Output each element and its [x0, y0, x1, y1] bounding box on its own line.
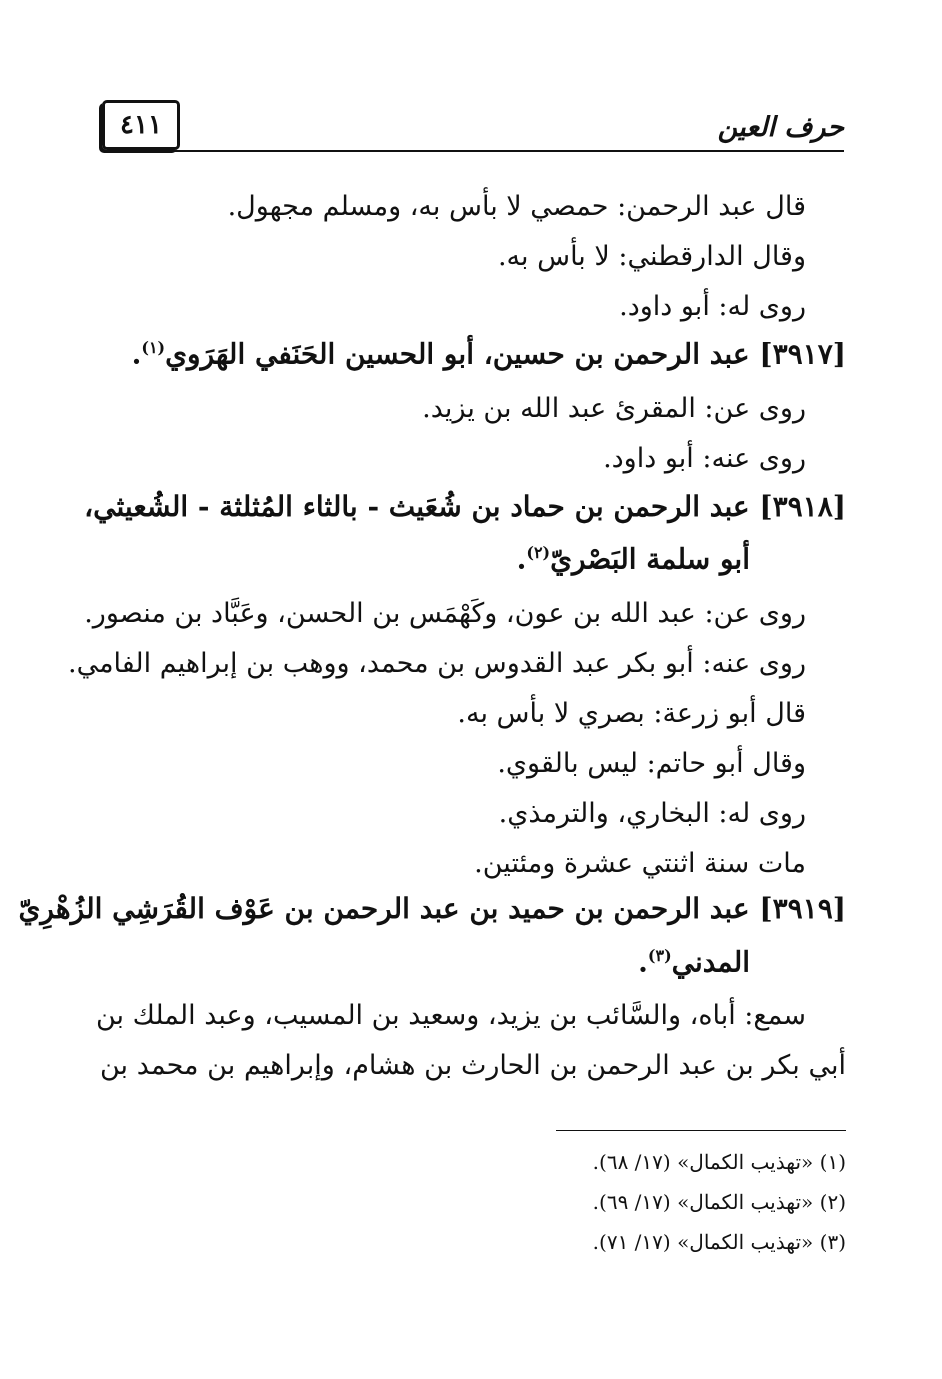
entry-heading-period: . — [638, 945, 648, 979]
body-line: مات سنة اثنتي عشرة ومئتين. — [474, 848, 806, 879]
page-number: ٤١١ — [120, 110, 162, 140]
entry-heading-text: المدني — [671, 945, 750, 979]
body-line: روى عنه: أبو داود. — [603, 443, 806, 474]
page-number-box — [102, 100, 180, 150]
running-header-title: حرف العين — [717, 112, 844, 143]
footnote-rule — [556, 1130, 846, 1131]
entry-heading-3917 — [131, 337, 846, 371]
body-line: وقال الدارقطني: لا بأس به. — [497, 241, 806, 272]
body-line: سمع: أباه، والسَّائب بن يزيد، وسعيد بن المسيب، وعبد الملك بن — [95, 1000, 806, 1031]
footnote-ref: (١) — [141, 338, 166, 357]
entry-heading-period: . — [516, 542, 527, 576]
body-line: روى له: أبو داود. — [619, 291, 806, 322]
footnote: (١) «تهذيب الكمال» (١٧/ ٦٨). — [592, 1150, 846, 1174]
body-line: روى عنه: أبو بكر عبد القدوس بن محمد، ووهب بن إبراهيم الفامي. — [67, 648, 806, 679]
entry-heading-text: [٣٩١٧] عبد الرحمن بن حسين، أبو الحسين الحَنَفي الهَرَوي — [165, 337, 846, 371]
body-line: قال عبد الرحمن: حمصي لا بأس به، ومسلم مجهول. — [227, 191, 806, 222]
body-line: أبي بكر بن عبد الرحمن بن الحارث بن هشام، وإبراهيم بن محمد بن — [100, 1050, 846, 1081]
entry-heading-3918-cont — [516, 542, 750, 576]
body-line: روى عن: عبد الله بن عون، وكَهْمَس بن الحسن، وعَبَّاد بن منصور. — [84, 598, 806, 629]
body-line: قال أبو زرعة: بصري لا بأس به. — [457, 698, 806, 729]
entry-heading-period: . — [131, 337, 142, 371]
entry-heading-3919-cont — [638, 945, 750, 979]
header-rule — [102, 150, 844, 152]
entry-heading-3918: [٣٩١٨] عبد الرحمن بن حماد بن شُعَيث - بالثاء المُثلثة - الشُعيثي، — [84, 490, 846, 523]
body-line: روى له: البخاري، والترمذي. — [498, 798, 806, 829]
body-line: وقال أبو حاتم: ليس بالقوي. — [497, 748, 806, 779]
footnote-ref: (٢) — [526, 543, 551, 562]
footnote: (٢) «تهذيب الكمال» (١٧/ ٦٩). — [592, 1190, 846, 1214]
body-line: روى عن: المقرئ عبد الله بن يزيد. — [422, 393, 806, 424]
entry-heading-text: أبو سلمة البَصْريّ — [550, 542, 750, 576]
entry-heading-3919: [٣٩١٩] عبد الرحمن بن حميد بن عبد الرحمن بن عَوْف القُرَشِي الزُهْرِيّ — [18, 892, 846, 925]
footnote: (٣) «تهذيب الكمال» (١٧/ ٧١). — [592, 1230, 846, 1254]
footnote-ref: (٣) — [647, 946, 672, 965]
